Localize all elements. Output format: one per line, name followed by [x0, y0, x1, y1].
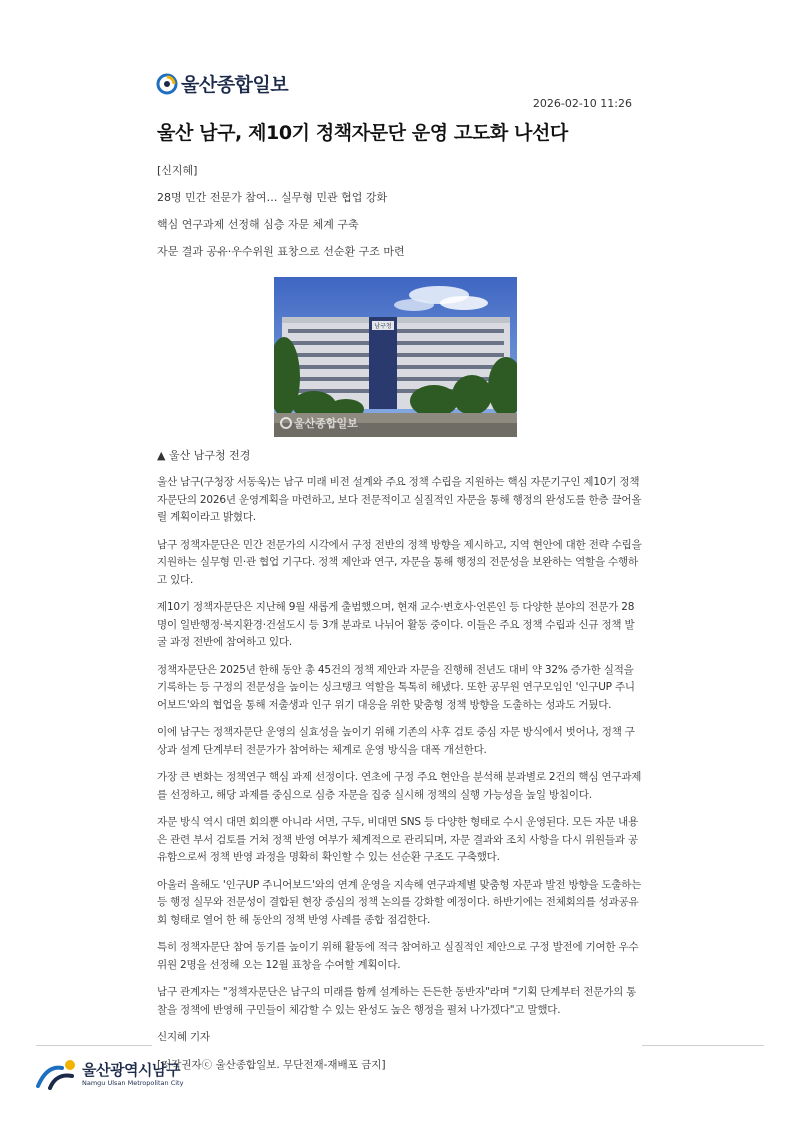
article-paragraph: 제10기 정책자문단은 지난해 9월 새롭게 출범했으며, 현재 교수·변호사·언론인 등 다양한 분야의 전문가 28명이 일반행정·복지환경·건설도시 등 3개 분과로 나뉘어 활동 중이다. 이들은 주요 정책 수립과 신규 정책 발굴 과정 전반에 참여하고 있다. [157, 601, 635, 648]
photo-caption: ▲ 울산 남구청 전경 [157, 449, 251, 462]
newspaper-logo[interactable] [156, 70, 288, 97]
reporter-tag: [신지혜] [157, 164, 198, 177]
building-sign: 남구청 [374, 323, 392, 330]
article-paragraph: 이에 남구는 정책자문단 운영의 실효성을 높이기 위해 기존의 사후 검토 중심 자문 방식에서 벗어나, 정책 구상과 설계 단계부터 전문가가 참여하는 체계로 운영 방식을 대폭 개선한다. [157, 726, 635, 756]
article-headline: 울산 남구, 제10기 정책자문단 운영 고도화 나선다 [157, 122, 568, 144]
article-body [157, 474, 643, 1072]
footer-divider-left [36, 1045, 152, 1046]
footer-org-name-en: Namgu Ulsan Metropolitan City [82, 1078, 184, 1087]
newspaper-logo-icon [156, 73, 178, 95]
article-paragraph: 남구 관계자는 "정책자문단은 남구의 미래를 함께 설계하는 든든한 동반자"라며 "기획 단계부터 전문가의 통찰을 정책에 반영해 구민들이 체감할 수 있는 완성도 높은 행정을 펼쳐 나가겠다"고 말했다. [157, 986, 637, 1016]
publish-datetime: 2026-02-10 11:26 [532, 97, 632, 110]
article-paragraph: 울산 남구(구청장 서동욱)는 남구 미래 비전 설계와 주요 정책 수립을 지원하는 핵심 자문기구인 제10기 정책자문단의 2026년 운영계획을 마련하고, 보다 전문적이고 실질적인 자문을 통해 행정의 완성도를 한층 끌어올릴 계획이라고 밝혔다. [157, 476, 642, 523]
article-paragraph: 자문 방식 역시 대면 회의뿐 아니라 서면, 구두, 비대면 SNS 등 다양한 형태로 수시 운영된다. 모든 자문 내용은 관련 부서 검토를 거쳐 정책 반영 여부가 체계적으로 관리되며, 자문 결과와 조치 사항을 다시 위원들과 공유함으로써 정책 반영 과정을 명확히 확인할 수 있는 선순환 구조도 구축했다. [157, 816, 639, 863]
copyright-notice: [저작권자ⓒ 울산종합일보. 무단전재-재배포 금지] [157, 1058, 386, 1071]
footer-org-name: 울산광역시남구 [82, 1060, 180, 1079]
article-paragraph: 정책자문단은 2025년 한해 동안 총 45건의 정책 제안과 자문을 진행해 전년도 대비 약 32% 증가한 실적을 기록하는 등 구정의 전문성을 높이는 싱크탱크 역할을 톡톡히 해냈다. 또한 공무원 연구모임인 '인구UP 주니어보드'와의 협업을 통해 저출생과 인구 위기 대응을 위한 맞춤형 정책 방향을 도출하는 성과도 거뒀다. [157, 663, 635, 711]
article-subhead: 자문 결과 공유·우수위원 표창으로 선순환 구조 마련 [157, 245, 405, 258]
namgu-logo[interactable] [36, 1058, 183, 1090]
article-paragraph: 아울러 올해도 '인구UP 주니어보드'와의 연계 운영을 지속해 연구과제별 맞춤형 자문과 발전 방향을 도출하는 등 행정 실무와 전문성이 결합된 현장 중심의 정책 논의를 강화할 예정이다. 하반기에는 전체회의를 성과공유회 형태로 열어 한 해 동안의 정책 반영 사례를 종합 점검한다. [157, 878, 642, 926]
article-paragraph: 가장 큰 변화는 정책연구 핵심 과제 선정이다. 연초에 구정 주요 현안을 분석해 분과별로 2건의 핵심 연구과제를 선정하고, 해당 과제를 중심으로 심층 자문을 집중 실시해 정책의 실행 가능성을 높일 방침이다. [157, 771, 642, 801]
namgu-office-building-image [274, 277, 517, 437]
article-byline: 신지혜 기자 [157, 1031, 210, 1043]
footer-divider-right [642, 1045, 764, 1046]
article-subhead: 핵심 연구과제 선정해 심층 자문 체계 구축 [157, 218, 359, 231]
newspaper-name: 울산종합일보 [181, 74, 289, 96]
photo-watermark: 울산종합일보 [294, 417, 358, 430]
article-subhead: 28명 민간 전문가 참여… 실무형 민관 협업 강화 [157, 191, 388, 204]
article-paragraph: 특히 정책자문단 참여 동기를 높이기 위해 활동에 적극 참여하고 실질적인 제안으로 구정 발전에 기여한 우수 위원 2명을 선정해 오는 12월 표창을 수여할 계획이다. [157, 941, 639, 971]
namgu-emblem-icon [36, 1058, 78, 1090]
article-paragraph: 남구 정책자문단은 민간 전문가의 시각에서 구정 전반의 정책 방향을 제시하고, 지역 현안에 대한 전략 수립을 지원하는 실무형 민·관 협업 기구다. 정책 제안과 연구, 자문을 통해 행정의 전문성을 보완하는 역할을 수행하고 있다. [157, 538, 642, 586]
article-photo [274, 277, 517, 437]
